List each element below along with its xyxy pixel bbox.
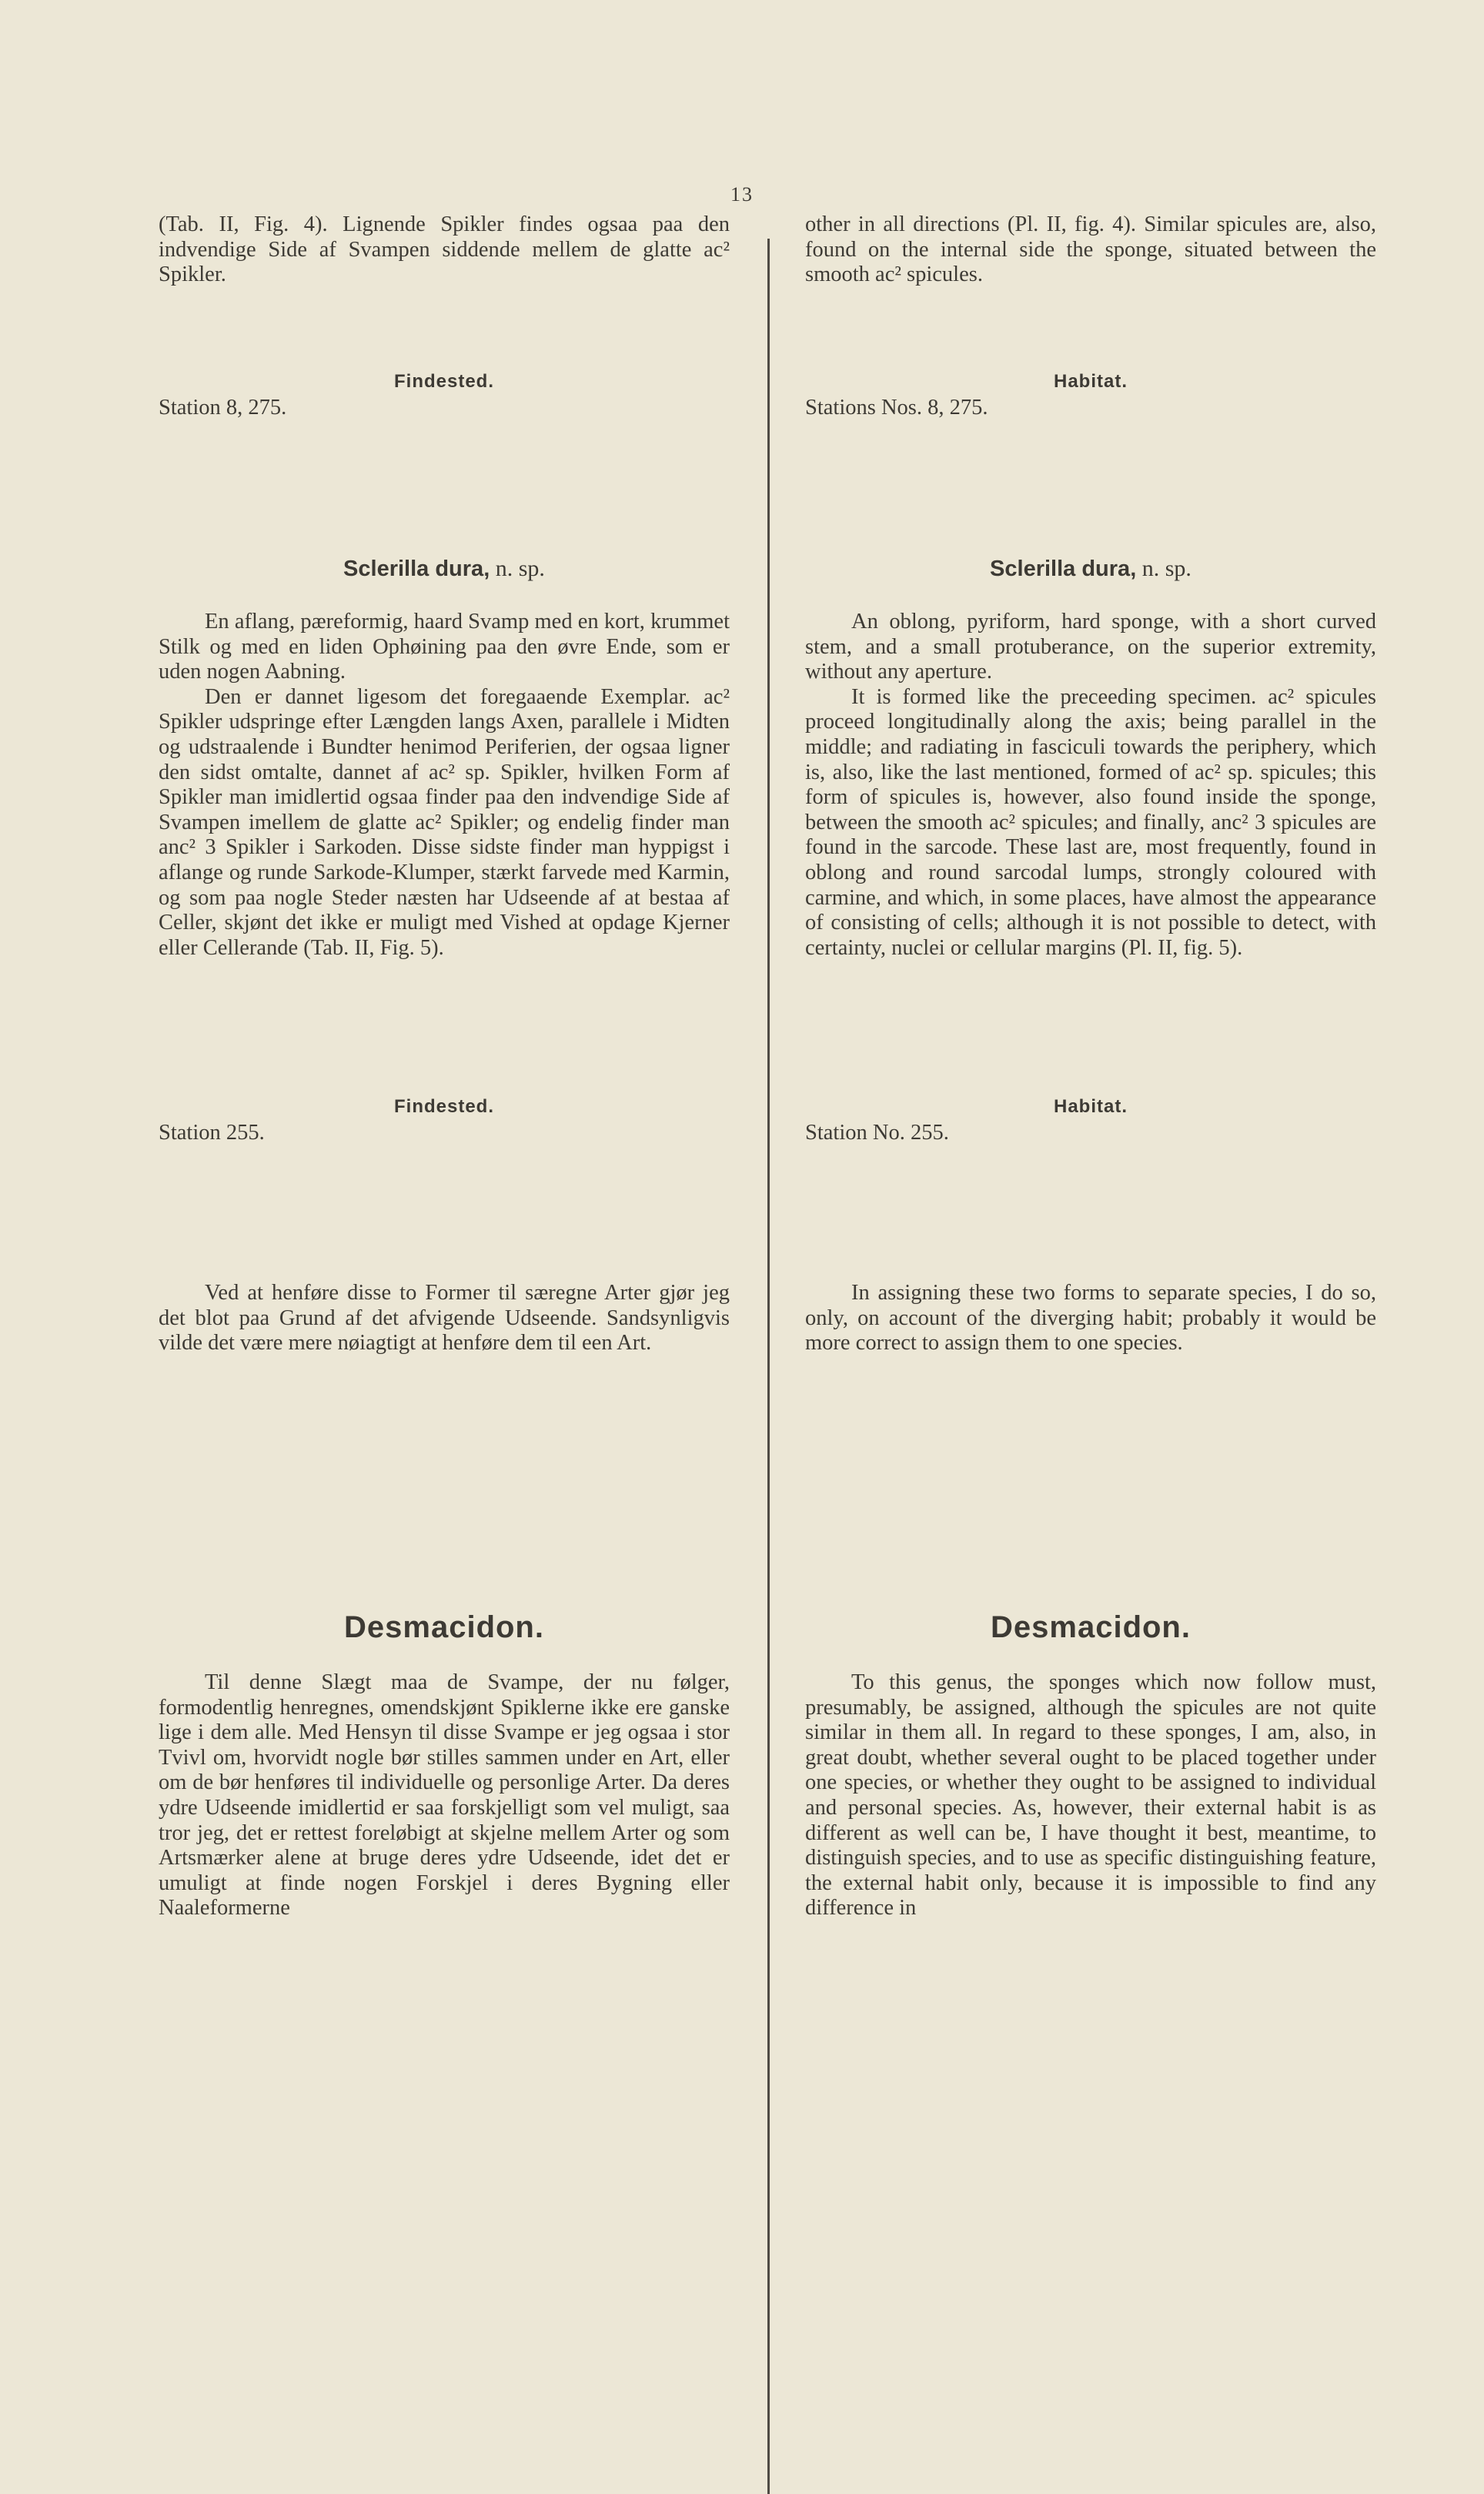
left-station-2: Station 255. — [159, 1121, 265, 1145]
left-species-suffix: n. sp. — [495, 556, 545, 581]
left-remark-block — [159, 1281, 730, 1356]
left-description-1: En aflang, pæreformig, haard Svamp med en kort, krummet Stilk og med en liden Ophøining paa den øvre Ende, som er uden nogen Aabning. — [159, 610, 730, 684]
left-description-block — [159, 610, 730, 961]
right-description-1: An oblong, pyriform, hard sponge, with a short curved stem, and a small protuberance, on the superior extremity, without any aperture. — [805, 610, 1376, 684]
right-species-name: Sclerilla dura, — [990, 557, 1137, 581]
right-station-1: Stations Nos. 8, 275. — [805, 396, 988, 420]
right-habitat-heading-2: Habitat. — [1053, 1096, 1128, 1117]
right-station-2: Station No. 255. — [805, 1121, 949, 1145]
right-genus-block — [805, 1670, 1376, 1921]
left-station-1: Station 8, 275. — [159, 396, 287, 420]
right-intro-paragraph: other in all directions (Pl. II, fig. 4). Similar spicules are, also, found on the internal side the sponge, situated between the smooth ac² spicules. — [805, 212, 1376, 287]
right-description-block — [805, 610, 1376, 961]
left-findested-heading-2: Findested. — [393, 1096, 494, 1117]
left-genus-text: Til denne Slægt maa de Svampe, der nu følger, formodentlig henregnes, omendskjønt Spiklerne ikke ere ganske lige i dem alle. Med Hensyn til disse Svampe er jeg ogsaa i stor Tvivl om, hvorvidt nogle bør stilles sammen under en Art, eller om de bør henføres til individuelle og personlige Arter. Da deres ydre Udseende imidlertid er saa forskjelligt som vel muligt, saa tror jeg, det er rettest foreløbigt at skjelne mellem Arter og som Artsmærker alene at bruge deres ydre Udseende, idet det er umuligt at finde nogen Forskjel i deres Bygning eller Naaleformerne — [159, 1670, 730, 1921]
left-intro-paragraph: (Tab. II, Fig. 4). Lignende Spikler findes ogsaa paa den indvendige Side af Svampen siddende mellem de glatte ac² Spikler. — [159, 212, 730, 287]
column-divider — [767, 239, 770, 2494]
left-description-2: Den er dannet ligesom det foregaaende Exemplar. ac² Spikler udspringe efter Længden langs Axen, parallele i Midten og udstraalende i Bundter henimod Periferien, der ogsaa ligner den sidst omtalte, dannet af ac² sp. Spikler, hvilken Form af Spikler man imidlertid ogsaa finder paa den indvendige Side af Svampen imellem de glatte ac² Spikler; og endelig finder man anc² 3 Spikler i Sarkoden. Disse sidste finder man hyppigst i aflange og runde Sarkode-Klumper, stærkt farvede med Karmin, og som paa nogle Steder næsten har Udseende af at bestaa af Celler, skjønt det ikke er muligt med Vished at opdage Kjerner eller Cellerande (Tab. II, Fig. 5). — [159, 684, 730, 960]
right-remark: In assigning these two forms to separate species, I do so, only, on account of the diverging habit; probably it would be more correct to assign them to one species. — [805, 1281, 1376, 1356]
right-species-title — [805, 556, 1376, 582]
left-genus-title: Desmacidon. — [344, 1610, 544, 1644]
right-description-2: It is formed like the preceeding specimen. ac² spicules proceed longitudinally along the axis; being parallel in the middle; and radiating in fasciculi towards the periphery, which is, also, like the last mentioned, formed of ac² sp. spicules; this form of spicules is, however, also found inside the sponge, between the smooth ac² spicules; and finally, anc² 3 spicules are found in the sarcode. These last are, most frequently, found in oblong and round sarcodal lumps, strongly coloured with carmine, and which, in some places, have almost the appearance of consisting of cells; although it is not possible to detect, with certainty, nuclei or cellular margins (Pl. II, fig. 5). — [805, 684, 1376, 960]
left-findested-heading-1: Findested. — [393, 371, 494, 392]
left-species-name: Sclerilla dura, — [343, 557, 490, 581]
left-genus-block — [159, 1670, 730, 1921]
right-intro-block — [805, 212, 1376, 288]
left-intro-block — [159, 212, 730, 288]
left-remark: Ved at henføre disse to Former til særegne Arter gjør jeg det blot paa Grund af det afvigende Udseende. Sandsynligvis vilde det være mere nøiagtigt at henføre dem til een Art. — [159, 1281, 730, 1356]
page-number: 13 — [730, 183, 754, 206]
right-genus-title: Desmacidon. — [991, 1610, 1191, 1644]
right-remark-block — [805, 1281, 1376, 1356]
right-species-suffix: n. sp. — [1141, 556, 1192, 581]
left-species-title — [159, 556, 730, 582]
right-habitat-heading-1: Habitat. — [1053, 371, 1128, 392]
right-genus-text: To this genus, the sponges which now follow must, presumably, be assigned, although the spicules are not quite similar in them all. In regard to these sponges, I am, also, in great doubt, whether several ought to be placed together under one species, or whether they ought to be assigned to individual and personal species. As, however, their external habit is as different as well can be, I have thought it best, meantime, to distinguish species, and to use as specific distinguishing feature, the external habit only, because it is impossible to find any difference in — [805, 1670, 1376, 1921]
